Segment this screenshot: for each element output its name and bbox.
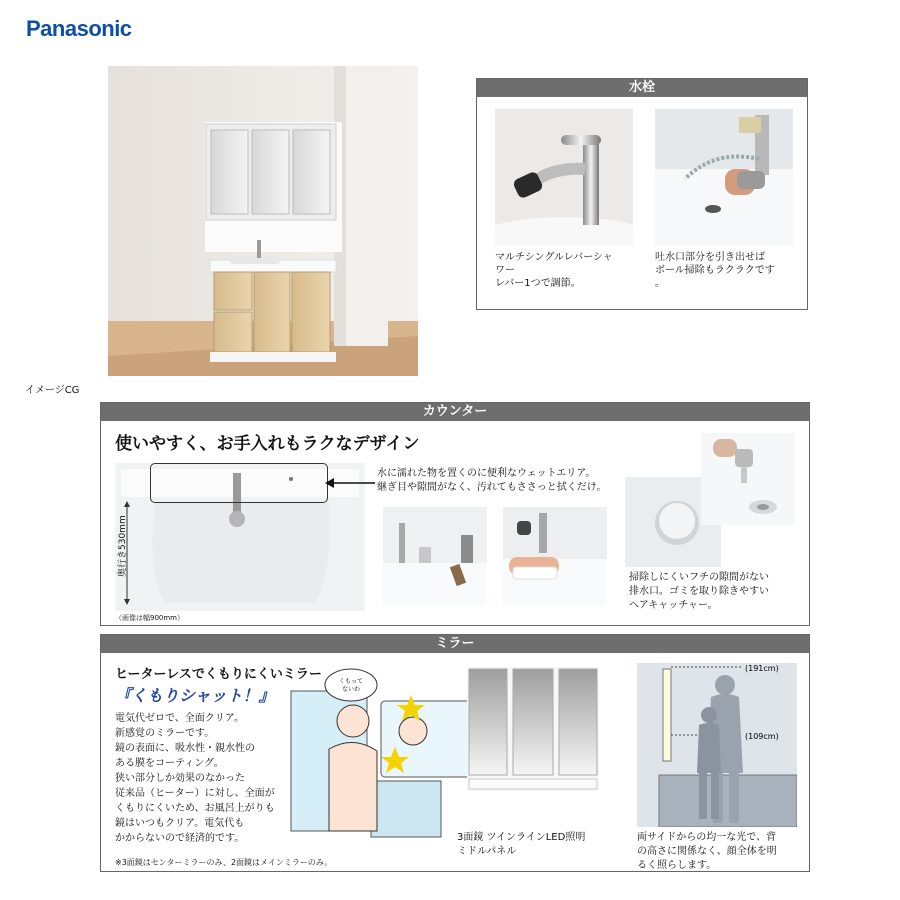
- hair-catcher-photo: [701, 433, 795, 525]
- mirror-headline: ヒーターレスでくもりにくいミラー: [115, 667, 322, 682]
- faucet-caption-1b: ワー: [495, 265, 515, 276]
- counter-panel: [100, 402, 810, 626]
- faucet-caption-2a: 吐水口部分を引き出せば: [655, 252, 765, 263]
- counter-photo-wiping: [503, 507, 607, 607]
- drain-text-2: 排水口。ゴミを取り除きやすい: [629, 586, 769, 597]
- body-line: 鏡の表面に、吸水性・親水性の: [115, 743, 255, 754]
- faucet-caption-2c: 。: [655, 278, 665, 289]
- light-caption-2: の高さに関係なく、顔全体を明: [637, 846, 777, 857]
- body-line: くもりにくいため、お風呂上がりも: [115, 803, 275, 814]
- wet-area-text-2: 継ぎ目や隙間がなく、汚れてもささっと拭くだけ。: [377, 482, 607, 493]
- counter-headline: 使いやすく、お手入れもラクなデザイン: [115, 434, 420, 454]
- body-line: 狭い部分しか効果のなかった: [115, 773, 245, 784]
- wet-area-highlight: [150, 463, 328, 503]
- bath-illustration: [281, 661, 481, 839]
- faucet-caption-1a: マルチシングルレバーシャ: [495, 252, 613, 263]
- lighting-diagram: [637, 663, 797, 827]
- panasonic-logo: Panasonic: [26, 16, 132, 41]
- led-mirror-photo: [467, 667, 599, 791]
- body-line: 電気代ゼロで、全面クリア。: [115, 713, 244, 724]
- wet-area-text-1: 水に濡れた物を置くのに便利なウェットエリア。: [377, 468, 596, 479]
- faucet-photo-1: [495, 109, 633, 245]
- mirror-body-text: [115, 711, 275, 846]
- bubble-text-1: くもって: [338, 678, 364, 685]
- body-line: 新感覚のミラーです。: [115, 728, 215, 739]
- body-line: かからないので経済的です。: [115, 833, 245, 844]
- height-191-label: (191cm): [745, 664, 779, 673]
- body-line: 従来品（ヒーター）に対し、全面が: [115, 788, 275, 799]
- callout-arrow: [325, 473, 377, 493]
- mirror-footnote: ※3面鏡はセンターミラーのみ、2面鏡はメインミラーのみ。: [115, 858, 333, 867]
- counter-photo-toothbrush: [383, 507, 487, 607]
- counter-section-title: カウンター: [101, 403, 809, 421]
- faucet-panel: [476, 78, 808, 310]
- light-caption-3: るく照らします。: [637, 860, 717, 871]
- width-note: （画像は幅900mm）: [115, 614, 184, 622]
- body-line: ある膜をコーティング。: [115, 758, 224, 769]
- bubble-text-2: ないわ: [341, 686, 361, 693]
- drain-text-3: ヘアキャッチャー。: [629, 600, 718, 611]
- faucet-section-title: 水栓: [477, 79, 807, 97]
- body-line: 鏡はいつもクリア。電気代も: [115, 818, 245, 829]
- hero-vanity-image: [108, 66, 418, 376]
- height-109-label: (109cm): [745, 732, 779, 741]
- faucet-caption-1c: レバー1つで調節。: [495, 278, 581, 289]
- light-caption-1: 両サイドからの均一な光で、背: [637, 832, 777, 843]
- led-caption-2: ミドルパネル: [457, 846, 517, 857]
- depth-label: 奥行き530mm: [118, 515, 128, 577]
- faucet-photo-2: [655, 109, 793, 245]
- led-caption-1: 3面鏡 ツインラインLED照明: [457, 832, 586, 843]
- mirror-section-title: ミラー: [101, 635, 809, 653]
- drain-text-1: 掃除しにくいフチの隙間がない: [629, 572, 769, 583]
- mirror-panel: [100, 634, 810, 872]
- image-caption: イメージCG: [25, 385, 80, 396]
- mirror-product-name: 『くもりシャット！』: [115, 686, 275, 705]
- faucet-caption-2b: ボール掃除もラクラクです: [655, 265, 775, 276]
